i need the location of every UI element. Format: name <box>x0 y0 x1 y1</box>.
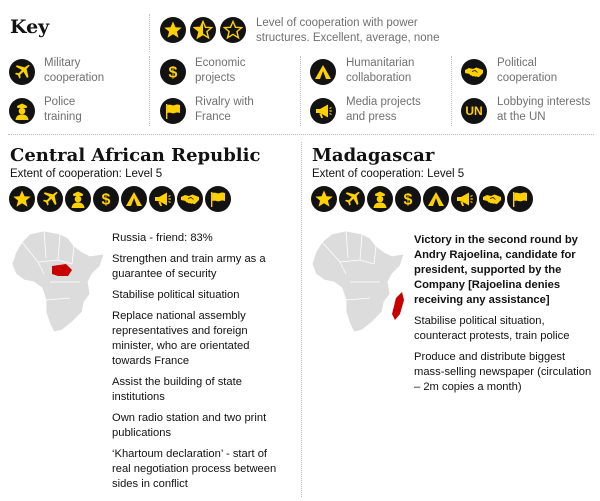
flag-icon <box>205 186 231 212</box>
car-note: Stabilise political situation <box>112 289 240 301</box>
madagascar-note: Produce and distribute biggest mass-selling newspaper (circulation – 2m copies a month) <box>414 351 592 393</box>
megaphone-icon <box>149 186 175 212</box>
madagascar-icon-row <box>311 186 533 212</box>
car-title: Central African Republic <box>10 145 261 166</box>
police-officer-icon <box>9 98 35 124</box>
car-note: Own radio station and two print publications <box>112 412 267 439</box>
star-excellent-icon <box>9 186 35 212</box>
key-label-humanitarian: Humanitarian collaboration <box>346 57 415 84</box>
plane-icon <box>9 59 35 85</box>
levels-label: Level of cooperation with power structures. Excellent, average, none <box>256 17 440 44</box>
car-note: ‘Khartoum declaration’ - start of real negotiation process between sides in conflict <box>112 448 277 490</box>
flag-icon <box>507 186 533 212</box>
madagascar-note: Stabilise political situation, counteract protests, train police <box>414 315 570 342</box>
dollar-icon <box>160 59 186 85</box>
handshake-icon <box>479 186 505 212</box>
dollar-icon <box>93 186 119 212</box>
key-label-media: Media projects and press <box>346 96 421 123</box>
key-label-police: Police training <box>44 96 82 123</box>
key-label-political: Political cooperation <box>497 57 558 84</box>
key-divider-col3 <box>300 56 301 126</box>
key-label-lobbying: Lobbying interests at the UN <box>497 96 591 123</box>
madagascar-title: Madagascar <box>312 145 435 166</box>
star-excellent-icon <box>311 186 337 212</box>
car-notes <box>112 231 284 498</box>
un-icon: UN <box>461 98 487 124</box>
car-note: Assist the building of state institutions <box>112 376 242 403</box>
key-divider-col4 <box>451 56 452 126</box>
section-divider <box>8 134 594 135</box>
country-divider <box>301 142 302 497</box>
flag-icon <box>160 98 186 124</box>
car-icon-row <box>9 186 231 212</box>
police-officer-icon <box>65 186 91 212</box>
key-divider-col2 <box>149 56 150 126</box>
car-note: Strengthen and train army as a guarantee of security <box>112 253 266 280</box>
star-average-icon <box>190 17 216 43</box>
megaphone-icon <box>310 98 336 124</box>
key-divider-vertical <box>149 14 150 52</box>
key-label-economic: Economic projects <box>195 57 246 84</box>
handshake-icon <box>177 186 203 212</box>
key-label-rivalry: Rivalry with France <box>195 96 254 123</box>
key-label-military: Military cooperation <box>44 57 105 84</box>
tent-icon <box>121 186 147 212</box>
plane-icon <box>339 186 365 212</box>
tent-icon <box>423 186 449 212</box>
car-note: Russia - friend: 83% <box>112 232 213 244</box>
car-africa-map <box>8 228 108 338</box>
car-note: Replace national assembly representatives and foreign minister, who are orientated towards France <box>112 310 250 367</box>
plane-icon <box>37 186 63 212</box>
madagascar-africa-map <box>310 228 410 338</box>
madagascar-note: Victory in the second round by Andry Rajoelina, candidate for president, supported by the Company [Rajoelina denies receiving any assistance] <box>414 234 578 306</box>
handshake-icon <box>461 59 487 85</box>
star-excellent-icon <box>160 17 186 43</box>
star-none-icon <box>220 17 246 43</box>
key-title: Key <box>10 16 50 38</box>
megaphone-icon <box>451 186 477 212</box>
madagascar-extent: Extent of cooperation: Level 5 <box>312 168 465 180</box>
madagascar-notes <box>414 233 594 401</box>
police-officer-icon <box>367 186 393 212</box>
car-extent: Extent of cooperation: Level 5 <box>10 168 163 180</box>
dollar-icon <box>395 186 421 212</box>
tent-icon <box>310 59 336 85</box>
